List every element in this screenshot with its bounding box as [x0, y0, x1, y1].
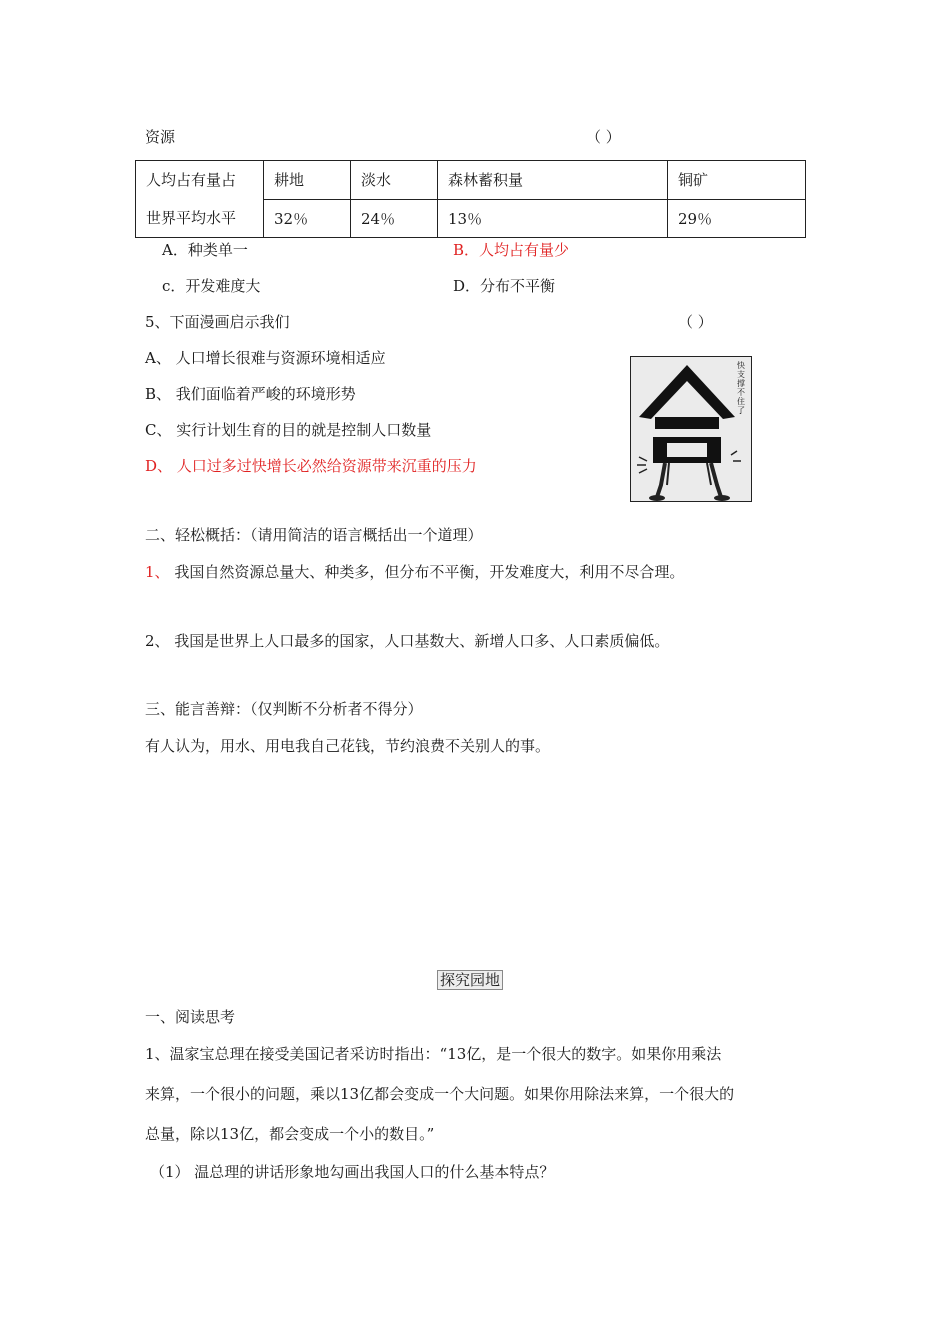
table-cell: 13％ [438, 199, 668, 238]
section2-item-1-text: 我国自然资源总量大、种类多，但分布不平衡，开发难度大，利用不尽合理。 [169, 563, 685, 581]
q5-option-c: C、 实行计划生育的目的就是控制人口数量 [145, 421, 432, 439]
explore-subquestion-1: （1） 温总理的讲话形象地勾画出我国人口的什么基本特点？ [150, 1163, 555, 1181]
table-cell: 29％ [668, 199, 806, 238]
column-header: 耕地 [264, 161, 351, 200]
q4-answer-paren: （ ） [586, 128, 621, 146]
q4-stem: 资源 [145, 128, 176, 146]
table-cell: 32％ [264, 199, 351, 238]
q5-stem: 5、下面漫画启示我们 [145, 313, 290, 331]
resource-table [135, 160, 806, 238]
cartoon-caption: 快支撑不住了 [737, 361, 745, 415]
q4-option-d: D．分布不平衡 [453, 277, 556, 295]
section2-title: 二、轻松概括：（请用简洁的语言概括出一个道理） [145, 526, 483, 544]
section3-statement: 有人认为，用水、用电我自己花钱，节约浪费不关别人的事。 [145, 737, 551, 755]
explore-part-1: 一、阅读思考 [145, 1008, 236, 1026]
column-header: 淡水 [351, 161, 438, 200]
q5-answer-paren: （ ） [678, 313, 713, 331]
row-header-line-2: 世界平均水平 [146, 209, 237, 227]
q5-option-b: B、 我们面临着严峻的环境形势 [145, 385, 356, 403]
section3-title: 三、能言善辩：（仅判断不分析者不得分） [145, 700, 423, 718]
section2-item-1-number: 1、 [145, 563, 170, 581]
q5-option-d-answer: D、 人口过多过快增长必然给资源带来沉重的压力 [145, 457, 477, 475]
explore-heading [437, 970, 503, 990]
explore-paragraph-line-1: 1、温家宝总理在接受美国记者采访时指出：“13亿，是一个很大的数字。如果你用乘法 [145, 1045, 722, 1063]
section2-item-2: 2、 我国是世界上人口最多的国家，人口基数大、新增人口多、人口素质偏低。 [145, 632, 670, 650]
explore-paragraph-line-2: 来算，一个很小的问题，乘以13亿都会变成一个大问题。如果你用除法来算，一个很大的 [145, 1085, 735, 1103]
column-header: 铜矿 [668, 161, 806, 200]
q4-option-a: A．种类单一 [162, 241, 248, 259]
table-cell: 24％ [351, 199, 438, 238]
row-header-line-1: 人均占有量占 [146, 171, 237, 189]
q4-option-c: c．开发难度大 [162, 277, 261, 295]
column-header: 森林蓄积量 [438, 161, 668, 200]
q5-option-a: A、 人口增长很难与资源环境相适应 [145, 349, 386, 367]
section2-item-1 [145, 562, 684, 582]
row-header-cell [136, 161, 264, 238]
population-cartoon [630, 356, 752, 502]
q4-option-b-answer: B．人均占有量少 [453, 241, 570, 259]
cartoon-drawing [631, 357, 751, 501]
explore-heading-text: 探究园地 [437, 970, 503, 990]
explore-paragraph-line-3: 总量，除以13亿，都会变成一个小的数目。” [145, 1125, 435, 1143]
